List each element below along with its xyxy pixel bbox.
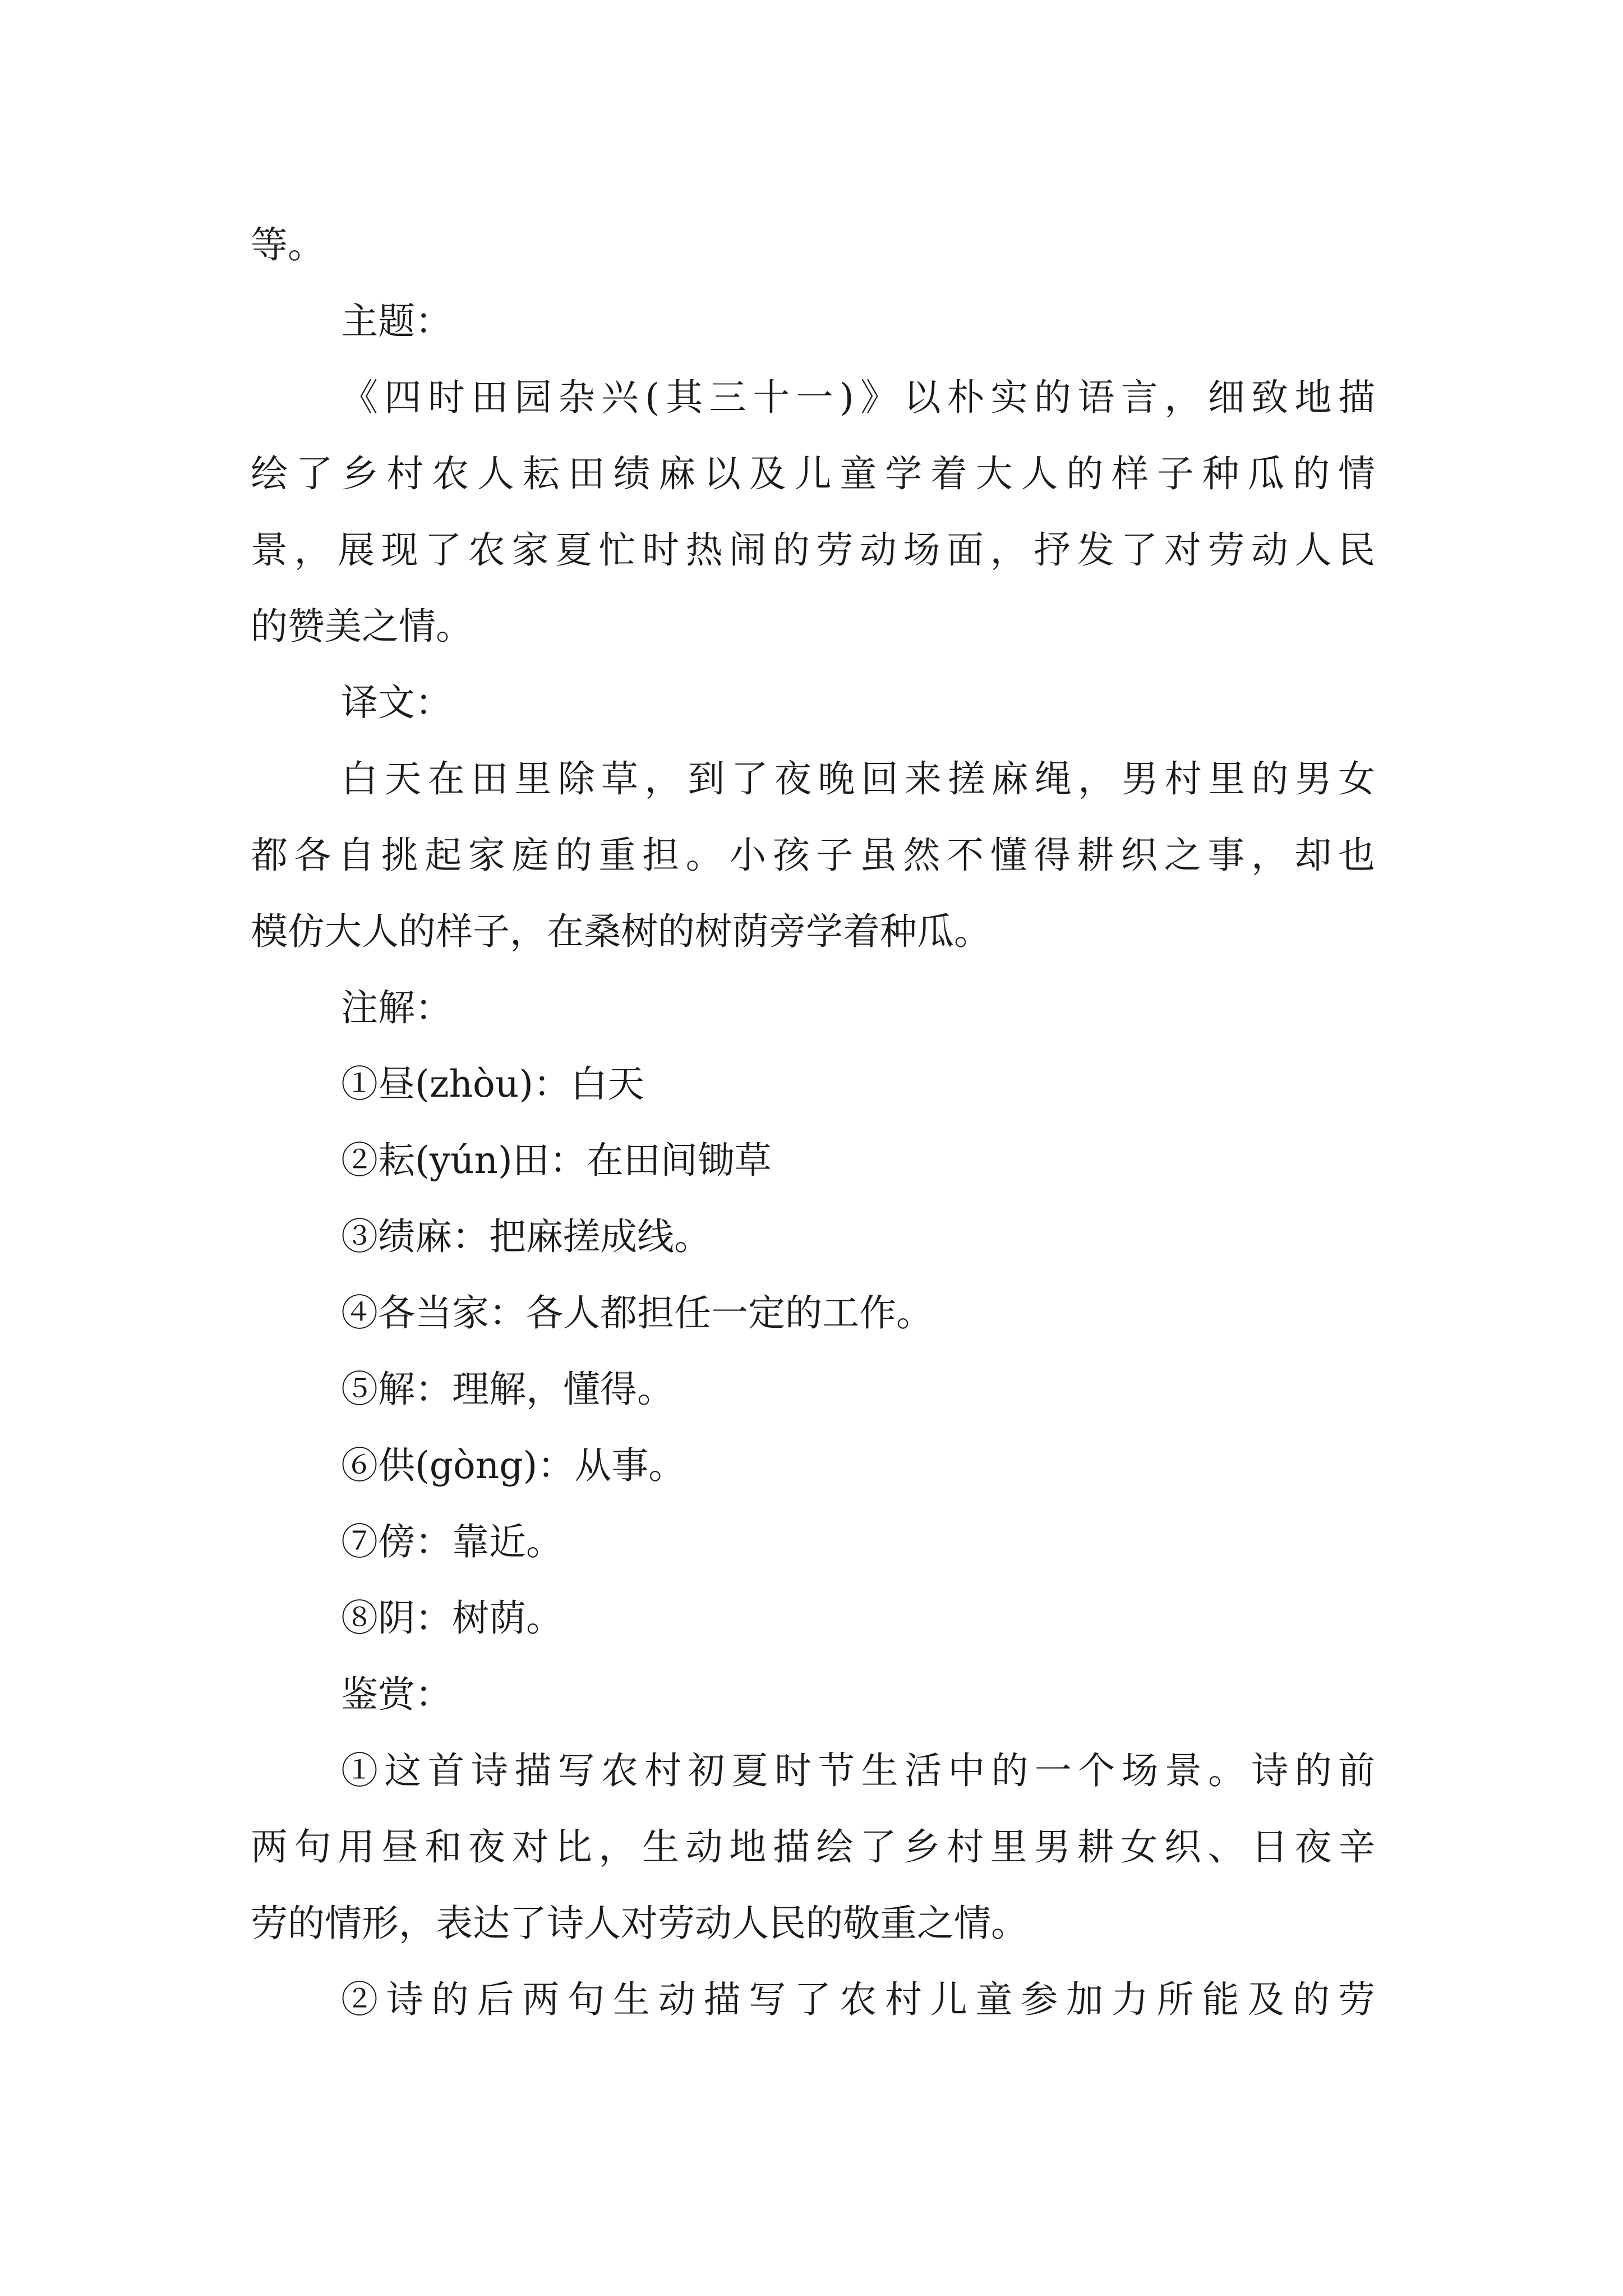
paragraph-line: 都各自挑起家庭的重担。小孩子虽然不懂得耕织之事，却也 <box>251 834 1375 877</box>
note-item: ④各当家：各人都担任一定的工作。 <box>341 1291 933 1335</box>
section-heading-translation: 译文： <box>341 681 452 724</box>
note-item: ②耘(yún)田：在田间锄草 <box>341 1139 772 1182</box>
paragraph-line: 白天在田里除草，到了夜晚回来搓麻绳，男村里的男女 <box>341 757 1375 800</box>
paragraph-line: ②诗的后两句生动描写了农村儿童参加力所能及的劳 <box>341 1978 1375 2021</box>
paragraph-line: 两句用昼和夜对比，生动地描绘了乡村里男耕女织、日夜辛 <box>251 1825 1375 1869</box>
section-heading-appreciation: 鉴赏： <box>341 1673 452 1716</box>
paragraph-line: 景，展现了农家夏忙时热闹的劳动场面，抒发了对劳动人民 <box>251 528 1375 572</box>
section-heading-notes: 注解： <box>341 986 452 1029</box>
section-heading-theme: 主题： <box>341 300 452 343</box>
paragraph-line: 劳的情形，表达了诗人对劳动人民的敬重之情。 <box>251 1902 1028 1945</box>
note-item: ⑤解：理解，懂得。 <box>341 1368 674 1411</box>
paragraph-line: 的赞美之情。 <box>251 605 473 648</box>
note-item: ⑦傍：靠近。 <box>341 1520 563 1563</box>
note-item: ③绩麻：把麻搓成线。 <box>341 1215 711 1258</box>
paragraph-line: 绘了乡村农人耘田绩麻以及儿童学着大人的样子种瓜的情 <box>251 452 1375 495</box>
paragraph-line: 模仿大人的样子，在桑树的树荫旁学着种瓜。 <box>251 910 991 953</box>
continuation-text: 等。 <box>251 223 325 266</box>
note-item: ①昼(zhòu)：白天 <box>341 1062 645 1106</box>
note-item: ⑧阴：树荫。 <box>341 1596 563 1640</box>
note-item: ⑥供(gòng)：从事。 <box>341 1444 686 1487</box>
paragraph-line: 《四时田园杂兴(其三十一)》以朴实的语言，细致地描 <box>341 376 1375 419</box>
paragraph-line: ①这首诗描写农村初夏时节生活中的一个场景。诗的前 <box>341 1749 1375 1792</box>
